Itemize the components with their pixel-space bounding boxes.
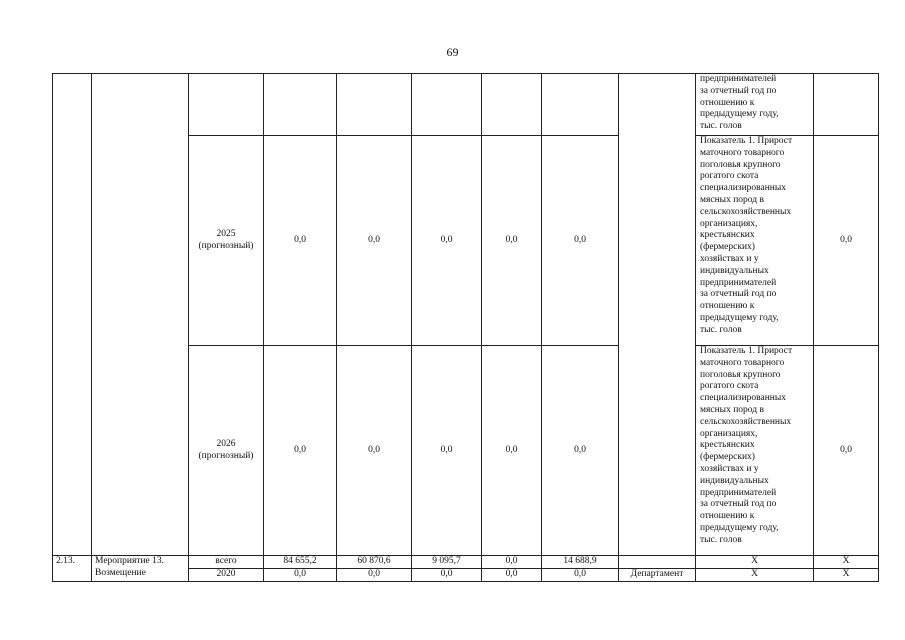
year-cell: 2025 (прогнозный) xyxy=(189,136,264,346)
table-row xyxy=(53,556,879,569)
value-cell: 0,0 xyxy=(482,569,542,582)
value-cell: 0,0 xyxy=(337,569,412,582)
value-cell: 0,0 xyxy=(542,569,619,582)
page-number: 69 xyxy=(446,45,459,59)
value-cell: 60 870,6 xyxy=(337,556,412,569)
target-cell: X xyxy=(814,569,879,582)
value-cell: 0,0 xyxy=(412,346,482,556)
value-cell: 0,0 xyxy=(482,136,542,346)
value-cell: 0,0 xyxy=(337,346,412,556)
executor-cell xyxy=(619,556,696,569)
value-cell xyxy=(337,74,412,136)
value-cell xyxy=(264,74,337,136)
value-cell: 9 095,7 xyxy=(412,556,482,569)
value-cell: 0,0 xyxy=(337,136,412,346)
target-cell xyxy=(814,74,879,136)
year-cell: 2020 xyxy=(189,569,264,582)
target-cell: 0,0 xyxy=(814,136,879,346)
target-cell: X xyxy=(814,556,879,569)
value-cell: 0,0 xyxy=(264,569,337,582)
value-cell: 0,0 xyxy=(482,346,542,556)
program-measures-table xyxy=(52,73,879,582)
table-row xyxy=(53,74,879,136)
indicator-cell: Показатель 1. Прирост маточного товарного поголовья крупного рогатого скота специализированных мясных пород в сельскохозяйственных организациях, крестьянских (фермерских) хозяйствах и у индивидуальных предпринимателей за отчетный год по отношению к предыдущему году, тыс. голов xyxy=(696,346,814,556)
number-cell-empty xyxy=(53,74,92,556)
value-cell: 14 688,9 xyxy=(542,556,619,569)
value-cell xyxy=(542,74,619,136)
target-cell: 0,0 xyxy=(814,346,879,556)
year-cell: 2026 (прогнозный) xyxy=(189,346,264,556)
measure-number: 2.13. xyxy=(53,556,92,582)
indicator-cell: предпринимателей за отчетный год по отношению к предыдущему году, тыс. голов xyxy=(696,74,814,136)
value-cell: 0,0 xyxy=(264,346,337,556)
value-cell: 0,0 xyxy=(412,136,482,346)
value-cell: 0,0 xyxy=(482,556,542,569)
executor-cell-empty xyxy=(619,74,696,556)
year-cell: всего xyxy=(189,556,264,569)
value-cell xyxy=(412,74,482,136)
value-cell: 0,0 xyxy=(542,136,619,346)
executor-cell: Департамент xyxy=(619,569,696,582)
indicator-cell: Показатель 1. Прирост маточного товарного поголовья крупного рогатого скота специализированных мясных пород в сельскохозяйственных организациях, крестьянских (фермерских) хозяйствах и у индивидуальных предпринимателей за отчетный год по отношению к предыдущему году, тыс. голов xyxy=(696,136,814,346)
value-cell: 0,0 xyxy=(412,569,482,582)
value-cell: 84 655,2 xyxy=(264,556,337,569)
value-cell: 0,0 xyxy=(264,136,337,346)
value-cell: 0,0 xyxy=(542,346,619,556)
value-cell xyxy=(482,74,542,136)
indicator-cell: X xyxy=(696,556,814,569)
measure-name-cell-empty xyxy=(92,74,189,556)
year-cell xyxy=(189,74,264,136)
indicator-cell: X xyxy=(696,569,814,582)
measure-name: Мероприятие 13. Возмещение xyxy=(92,556,189,582)
